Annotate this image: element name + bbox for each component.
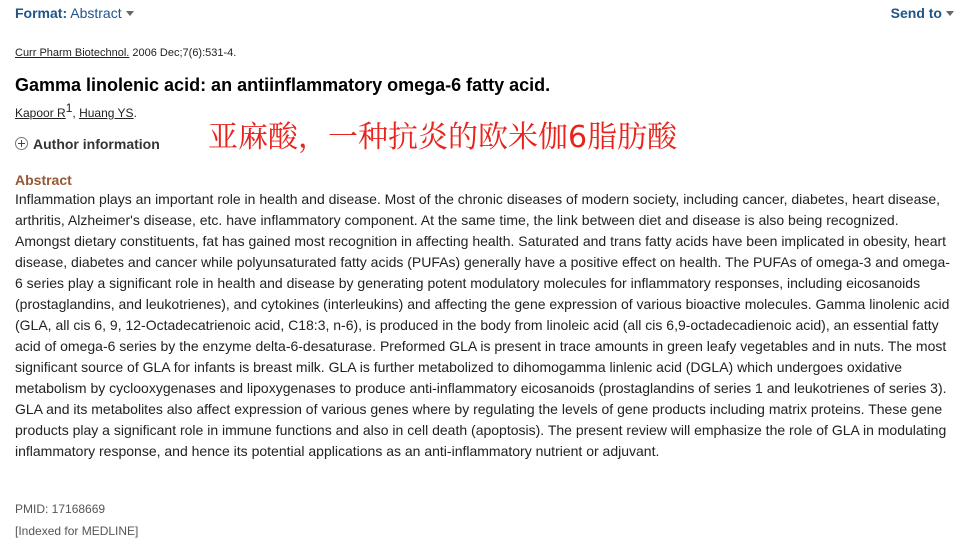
caret-down-icon (946, 11, 954, 16)
author-list-period: . (133, 106, 137, 120)
journal-link[interactable]: Curr Pharm Biotechnol. (15, 47, 130, 59)
citation-details: 2006 Dec;7(6):531-4. (132, 47, 237, 59)
format-value: Abstract (70, 5, 122, 21)
author-affiliation-sup: 1 (65, 101, 73, 115)
format-label: Format (15, 5, 63, 21)
abstract-text: Inflammation plays an important role in health and disease. Most of the chronic diseases of modern society, including cancer, diabetes, heart disease, arthritis, Alzheimer's disease, etc. have inflammatory component. At the same time, the link between diet and disease is also being recognized. Amongst dietary constituents, fat has gained most recognition in affecting health. Saturated and trans fatty acids have been implicated in obesity, heart disease, diabetes and cancer while polyunsaturated fatty acids (PUFAs) generally have a positive effect on health. The PUFAs of omega-3 and omega-6 series play a significant role in health and disease by generating potent modulatory molecules for inflammatory responses, including eicosanoids (prostaglandins, and leukotrienes), and cytokines (interleukins) and affecting the gene expression of various bioactive molecules. Gamma linolenic acid (GLA, all cis 6, 9, 12-Octadecatrienoic acid, C18:3, n-6), is produced in the body from linoleic acid (all cis 6,9-octadecadienoic acid), an essential fatty acid of omega-6 series by the enzyme delta-6-desaturase. Preformed GLA is present in trace amounts in green leafy vegetables and in nuts. The most significant source of GLA for infants is breast milk. GLA is further metabolized to dihomogamma linlenic acid (DGLA) which undergoes oxidative metabolism by cyclooxygenases and lipoxygenases to produce anti-inflammatory eicosanoids (prostaglandins of series 1 and leukotrienes of series 3). GLA and its metabolites also affect expression of various genes where by regulating the levels of gene products including matrix proteins. These gene products play a significant role in immune functions and also in cell death (apoptosis). The present review will emphasize the role of GLA in modulating inflammatory response, and hence its potential applications as an anti-inflammatory nutrient or adjuvant. (15, 191, 950, 459)
article-title: Gamma linolenic acid: an antiinflammatory omega-6 fatty acid. (15, 75, 551, 95)
plus-circle-icon (15, 137, 28, 150)
author-link-kapoor[interactable]: Kapoor R (15, 106, 66, 120)
author-link-huang[interactable]: Huang YS (79, 106, 134, 120)
format-colon: : (62, 5, 68, 21)
pmid: PMID: 17168669 (15, 502, 106, 516)
abstract-heading: Abstract (15, 172, 72, 188)
toolbar (0, 0, 958, 28)
indexed-for-medline: [Indexed for MEDLINE] (15, 524, 139, 538)
author-information-toggle[interactable] (15, 136, 160, 152)
format-dropdown[interactable] (15, 5, 134, 21)
author-separator: , (72, 106, 80, 120)
citation (15, 47, 236, 60)
send-to-dropdown[interactable] (891, 5, 954, 21)
chinese-annotation-overlay: 亚麻酸，一种抗炎的欧米伽6脂肪酸 (208, 120, 678, 155)
send-to-label: Send to (890, 5, 942, 21)
caret-down-icon (126, 11, 134, 16)
author-list (15, 101, 137, 121)
author-information-label: Author information (33, 136, 160, 152)
